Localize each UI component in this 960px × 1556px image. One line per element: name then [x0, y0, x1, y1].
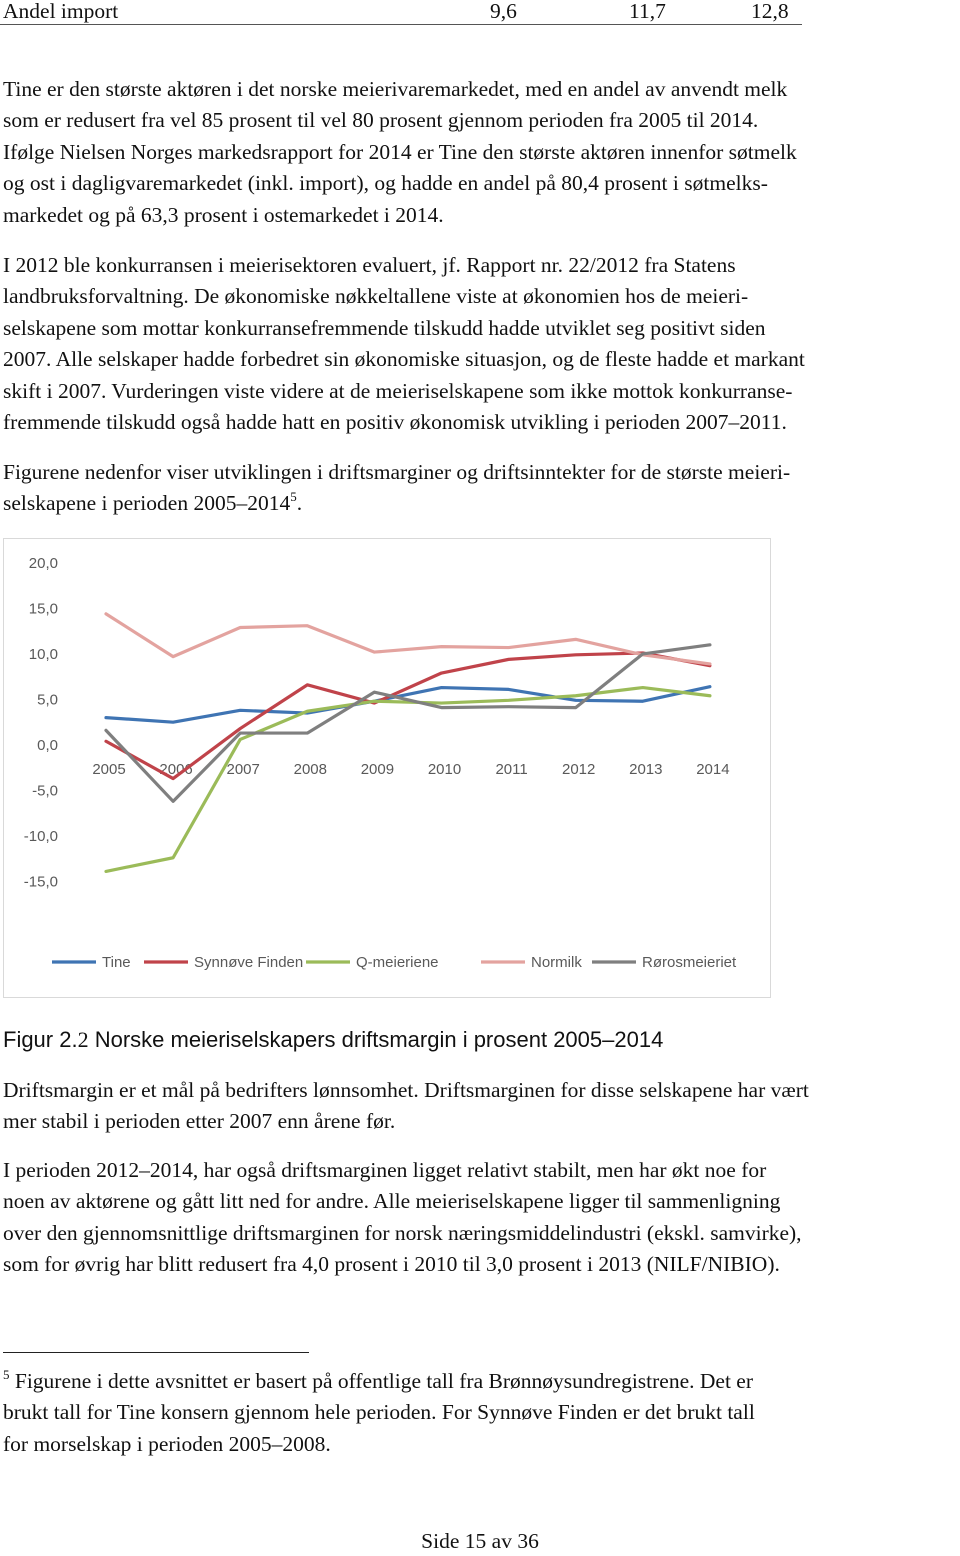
legend-label: Rørosmeieriet — [642, 954, 737, 971]
caption-text: Norske meieriselskapers driftsmargin i prosent 2005–2014 — [88, 1027, 664, 1052]
row-value-2: 11,7 — [629, 0, 666, 23]
figure-caption — [3, 1025, 663, 1055]
x-tick-label: 2010 — [427, 761, 462, 778]
series-line — [106, 614, 710, 664]
footnote-reference[interactable]: 5 — [290, 489, 297, 505]
y-tick-label: 15,0 — [28, 600, 58, 618]
y-tick-label: -15,0 — [23, 873, 58, 891]
text-line: Driftsmargin er et mål på bedrifters lønnsomhet. Driftsmarginen for disse selskapene har vært — [3, 1078, 809, 1102]
text-line: selskapene som mottar konkurransefremmende tilskudd hadde utviklet seg positivt siden — [3, 315, 766, 340]
text-line: 2007. Alle selskaper hadde forbedret sin økonomiske situasjon, og de fleste hadde et markant — [3, 347, 805, 372]
paragraph-evaluation-2012 — [3, 250, 955, 438]
text-line: som er redusert fra vel 85 prosent til vel 80 prosent gjennom perioden fra 2005 til 2014. — [3, 108, 759, 133]
text-line: landbruksforvaltning. De økonomiske nøkkeltallene viste at økonomien hos de meieri- — [3, 284, 749, 309]
legend-label: Synnøve Finden — [194, 954, 304, 971]
text-segment: . — [296, 491, 303, 516]
x-tick-label: 2009 — [360, 761, 395, 778]
text-line: som for øvrig har blitt redusert fra 4,0 prosent i 2010 til 3,0 prosent i 2013 (NILF/NIBIO). — [3, 1252, 780, 1277]
paragraph-tine-market — [3, 74, 955, 231]
driftsmargin-line-chart — [3, 538, 771, 998]
legend-label: Normilk — [531, 954, 582, 971]
x-tick-label: 2011 — [495, 761, 528, 778]
row-value-1: 9,6 — [490, 0, 517, 23]
text-line: markedet og på 63,3 prosent i ostemarkedet i 2014. — [3, 202, 444, 227]
import-share-row — [0, 0, 802, 25]
y-tick-label: -10,0 — [23, 828, 58, 845]
caption-number: 2 — [77, 1027, 89, 1052]
row-label: Andel import — [3, 0, 119, 23]
x-tick-label: 2006 — [159, 761, 193, 778]
x-tick-label: 2005 — [92, 761, 126, 778]
paragraph-figures-intro — [3, 457, 955, 520]
paragraph-period-2012-2014 — [3, 1155, 955, 1281]
caption-prefix: Figur 2. — [3, 1027, 78, 1052]
y-tick-label: 10,0 — [28, 646, 58, 663]
text-line — [3, 488, 955, 519]
series-line — [106, 645, 710, 802]
series-lines — [106, 614, 710, 872]
text-line: I perioden 2012–2014, har også driftsmarginen ligget relativt stabilt, men har økt noe for — [3, 1158, 767, 1182]
text-line: skift i 2007. Vurderingen viste videre at de meieriselskapene som ikke mottok konkurranse- — [3, 378, 793, 403]
chart-canvas — [4, 539, 770, 997]
text-line: noen av aktørene og gått litt ned for andre. Alle meieriselskapene ligger til sammenligning — [3, 1189, 781, 1214]
chart-legend — [52, 954, 737, 971]
row-value-3: 12,8 — [751, 0, 789, 23]
text-line: over den gjennomsnittlige driftsmarginen for norsk næringsmiddelindustri (ekskl. samvirke), — [3, 1220, 802, 1245]
x-tick-label: 2012 — [562, 761, 596, 778]
x-tick-label: 2014 — [696, 761, 730, 778]
x-tick-label: 2013 — [629, 761, 663, 778]
text-line: brukt tall for Tine konsern gjennom hele perioden. For Synnøve Finden er det brukt tall — [3, 1400, 755, 1425]
footnote — [3, 1366, 955, 1460]
text-line: Ifølge Nielsen Norges markedsrapport for 2014 er Tine den største aktøren innenfor søtmelk — [3, 139, 797, 164]
text-line: Figurene nedenfor viser utviklingen i driftsmarginer og driftsinntekter for de største meieri- — [3, 460, 791, 484]
footnote-number: 5 — [3, 1367, 10, 1382]
text-line: I 2012 ble konkurransen i meierisektoren evaluert, jf. Rapport nr. 22/2012 fra Statens — [3, 253, 736, 277]
text-line — [3, 1366, 955, 1397]
text-line: Tine er den største aktøren i det norske meierivaremarkedet, med en andel av anvendt melk — [3, 77, 788, 101]
paragraph-driftsmargin — [3, 1075, 955, 1138]
page-number: Side 15 av 36 — [421, 1529, 539, 1553]
footnote-separator — [3, 1352, 309, 1353]
text-line: og ost i dagligvaremarkedet (inkl. import), og hadde en andel på 80,4 prosent i søtmelks- — [3, 171, 768, 196]
text-segment: Figurene i dette avsnittet er basert på offentlige tall fra Brønnøysundregistrene. Det er — [9, 1369, 753, 1393]
y-tick-label: 20,0 — [28, 555, 58, 572]
text-line: mer stabil i perioden etter 2007 enn årene før. — [3, 1109, 396, 1134]
x-tick-label: 2008 — [293, 761, 327, 778]
y-axis-ticks — [24, 555, 58, 891]
text-line: fremmende tilskudd også hadde hatt en positiv økonomisk utvikling i perioden 2007–2011. — [3, 410, 787, 435]
legend-label: Tine — [102, 954, 131, 971]
y-tick-label: 5,0 — [37, 691, 58, 709]
y-tick-label: -5,0 — [32, 782, 58, 800]
y-tick-label: 0,0 — [37, 737, 58, 754]
x-tick-label: 2007 — [226, 761, 260, 778]
text-segment: selskapene i perioden 2005–2014 — [3, 491, 291, 516]
legend-label: Q-meieriene — [356, 954, 439, 971]
text-line: for morselskap i perioden 2005–2008. — [3, 1431, 331, 1456]
